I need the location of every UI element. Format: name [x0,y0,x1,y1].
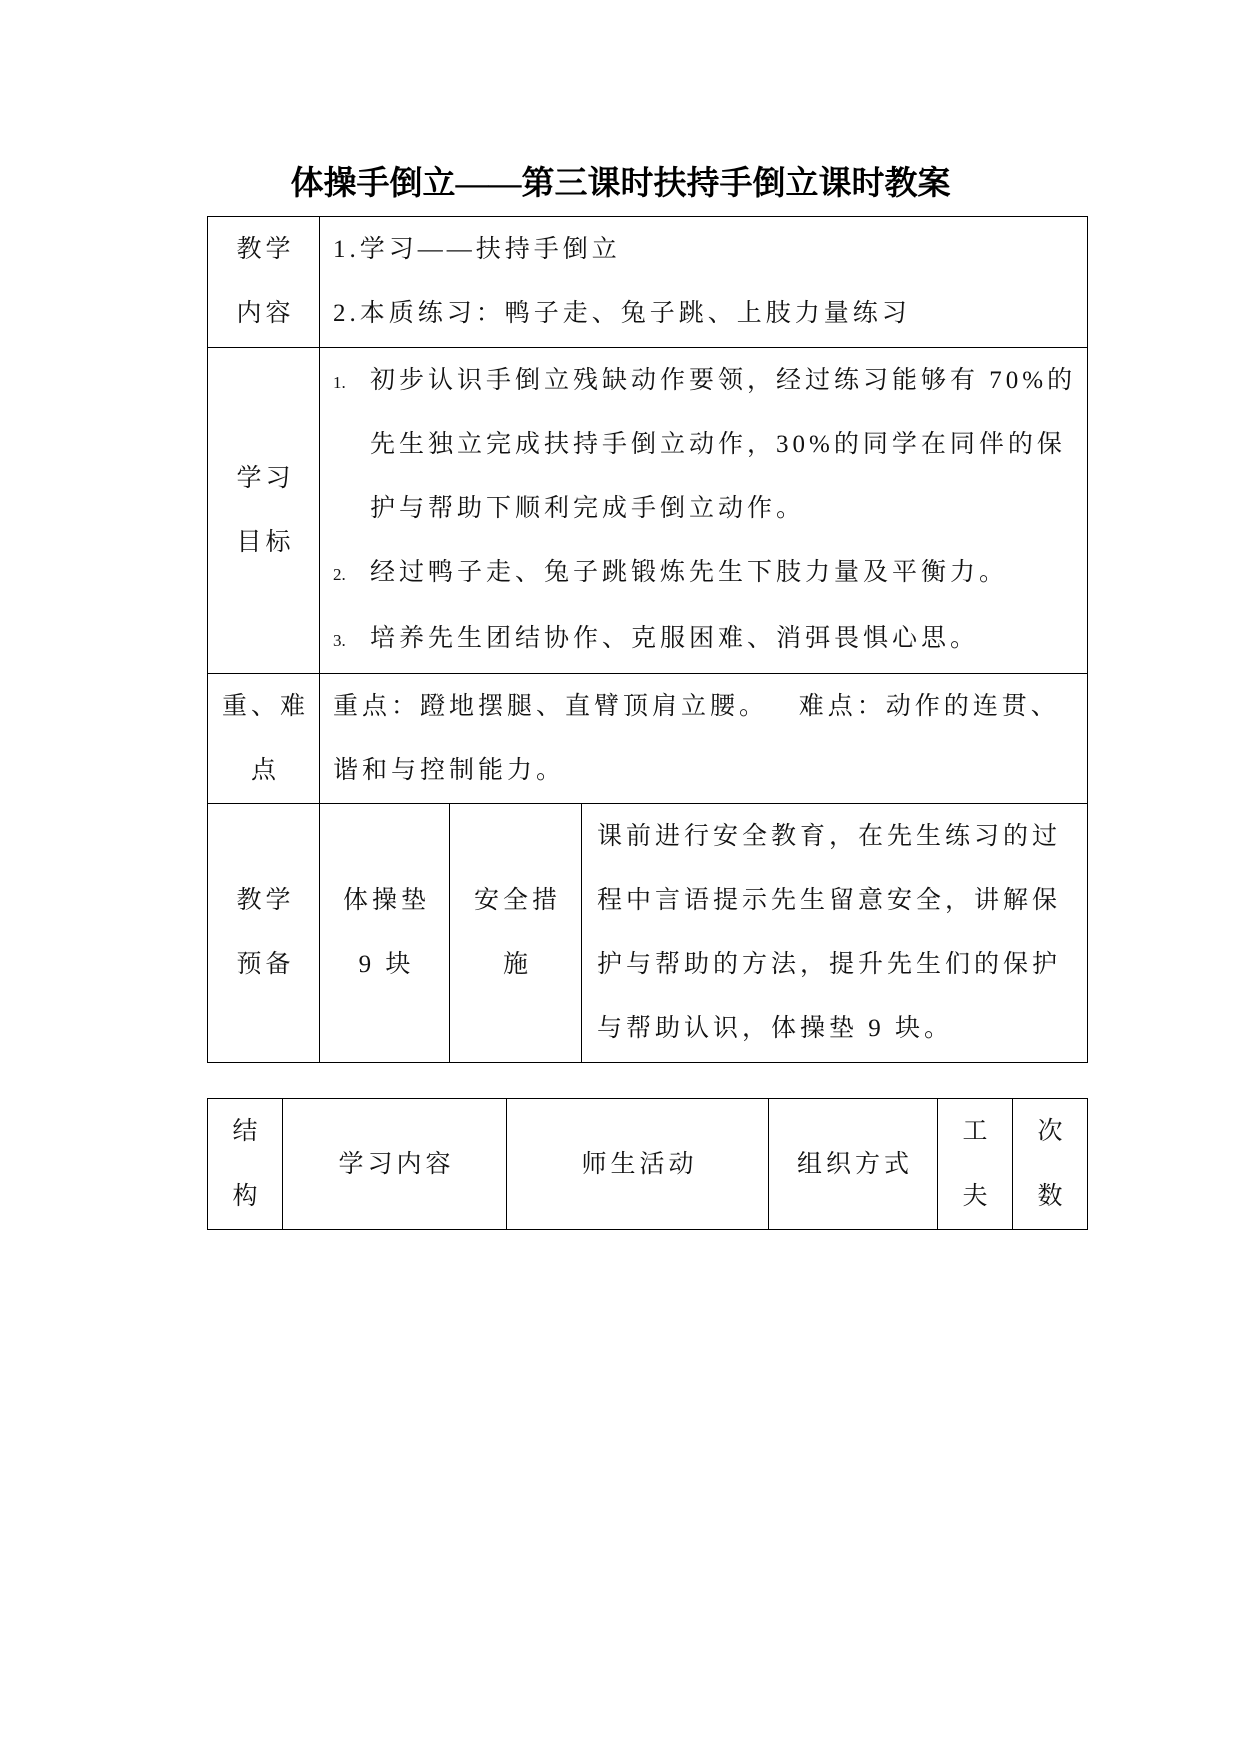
key-points-line: 重点：蹬地摆腿、直臂顶肩立腰。 难点：动作的连贯、 [333,692,1060,720]
header-time [938,1099,1013,1230]
header-line: 结 [232,1118,262,1145]
label-teaching-content [208,217,320,348]
objective-line: 先生独立完成扶持手倒立动作，30%的同学在同伴的保 [370,430,1066,458]
label-line: 教学 [236,236,295,263]
equipment-line: 9 块 [358,951,415,978]
header-learning-content [283,1099,507,1230]
objective-number: 2. [333,564,346,584]
objectives-cell [320,348,1088,674]
content-item: 1.学习——扶持手倒立 [333,236,621,263]
header-line: 师生活动 [581,1150,698,1178]
objective-line: 初步认识手倒立残缺动作要领，经过练习能够有 70%的 [370,366,1077,394]
label-safety-measures [450,804,582,1063]
page-title: 体操手倒立——第三课时扶持手倒立课时教案 [290,166,951,202]
objective-item [333,349,1087,541]
equipment-line: 体操垫 [342,887,430,914]
objective-line: 培养先生团结协作、克服困难、消弭畏惧心思。 [370,624,980,652]
row-teaching-preparation [208,804,1088,1063]
label-line: 目标 [236,528,295,556]
header-line: 夫 [962,1183,992,1210]
label-line: 点 [250,756,280,784]
key-points-line: 谐和与控制能力。 [333,756,566,784]
label-teaching-preparation [208,804,320,1063]
header-line: 组织方式 [796,1150,913,1178]
label-line: 预备 [236,951,295,978]
label-line: 安全措 [473,887,561,914]
header-line: 学习内容 [338,1150,455,1178]
row-teaching-content [208,217,1088,348]
content-item: 2.本质练习：鸭子走、兔子跳、上肢力量练习 [333,300,911,327]
objective-text [370,349,1087,541]
label-line: 内容 [236,300,295,327]
label-line: 重、难 [221,692,309,720]
objective-item [333,541,1087,607]
objective-number: 3. [333,630,346,650]
label-key-difficult-points [208,674,320,804]
lesson-plan-table [207,216,1088,1063]
safety-line: 护与帮助的方法，提升先生们的保护 [597,951,1062,978]
header-line: 构 [232,1183,262,1210]
row-key-difficult-points [208,674,1088,804]
objective-line: 护与帮助下顺利完成手倒立动作。 [370,494,806,522]
teaching-content-cell [320,217,1088,348]
safety-line: 程中言语提示先生留意安全，讲解保 [597,887,1062,914]
header-line: 次 [1037,1118,1067,1145]
header-activities [507,1099,769,1230]
header-line: 工 [962,1118,992,1145]
header-row [208,1099,1088,1230]
row-learning-objectives [208,348,1088,674]
header-count [1013,1099,1088,1230]
header-line: 数 [1037,1183,1067,1210]
equipment-cell [320,804,450,1063]
objective-text [370,541,1087,605]
safety-line: 课前进行安全教育，在先生练习的过 [597,823,1062,850]
objective-number: 1. [333,372,346,392]
header-organization [769,1099,938,1230]
objective-text [370,607,1087,671]
objective-item [333,607,1087,673]
key-points-cell [320,674,1088,804]
label-line: 施 [502,951,532,978]
safety-line: 与帮助认识，体操垫 9 块。 [597,1015,954,1042]
label-learning-objectives [208,348,320,674]
lesson-structure-table [207,1098,1088,1230]
header-structure [208,1099,283,1230]
label-line: 学习 [236,464,295,492]
label-line: 教学 [236,887,295,914]
objective-line: 经过鸭子走、兔子跳锻炼先生下肢力量及平衡力。 [370,558,1009,586]
safety-measures-cell [582,804,1088,1063]
